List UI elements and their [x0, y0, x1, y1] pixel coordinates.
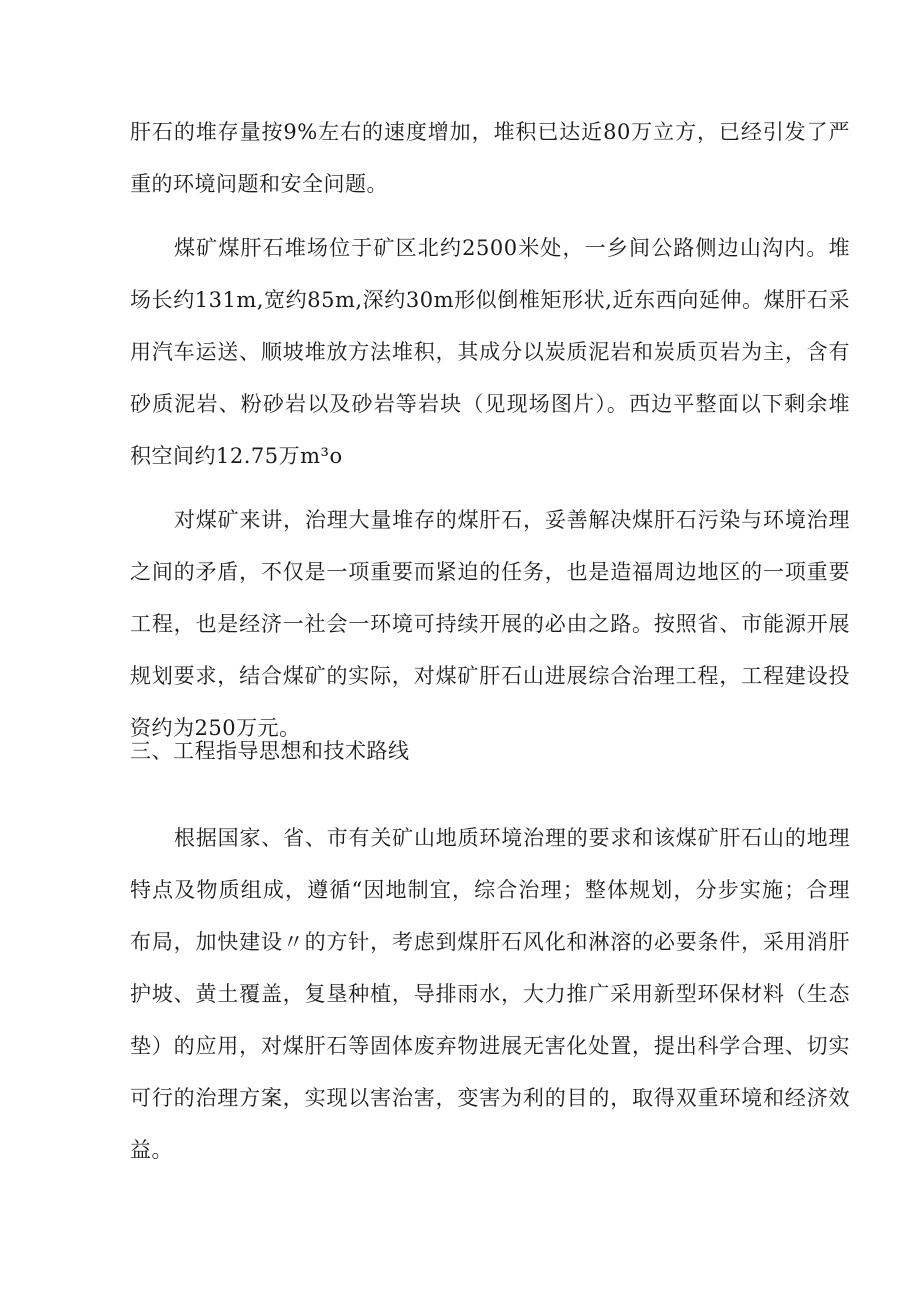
- paragraph-storage-site: 煤矿煤肝石堆场位于矿区北约2500米处，一乡间公路侧边山沟内。堆场长约131m,宽约85m,深约30m形似倒椎矩形状,近东西向延伸。煤肝石采用汽车运送、顺坡堆放方法堆积，其成分以炭质泥岩和炭质页岩为主，含有砂质泥岩、粉砂岩以及砂岩等岩块（见现场图片）。西边平整面以下剩余堆积空间约12.75万m³o: [130, 236, 850, 468]
- paragraph-guiding-principles: 根据国家、省、市有关矿山地质环境治理的要求和该煤矿肝石山的地理特点及物质组成，遵循“因地制宜，综合治理；整体规划，分步实施；合理布局，加快建设〃的方针，考虑到煤肝石风化和淋溶的必要条件，采用消肝护坡、黄土覆盖，复垦种植，导排雨水，大力推广采用新型环保材料（生态垫）的应用，对煤肝石等固体废弃物进展无害化处置，提出科学合理、切实可行的治理方案，实现以害治害，变害为利的目的，取得双重环境和经济效益。: [130, 826, 850, 1162]
- paragraph-gangue-growth: 肝石的堆存量按9%左右的速度增加，堆积已达近80万立方，已经引发了严重的环境问题和安全问题。: [130, 120, 850, 196]
- paragraph-governance-importance: 对煤矿来讲，治理大量堆存的煤肝石，妥善解决煤肝石污染与环境治理之间的矛盾，不仅是一项重要而紧迫的任务，也是造福周边地区的一项重要工程，也是经济一社会一环境可持续开展的必由之路。按照省、市能源开展规划要求，结合煤矿的实际，对煤矿肝石山进展综合治理工程，工程建设投资约为250万元。: [130, 508, 850, 740]
- section-heading: 三、工程指导思想和技术路线: [130, 739, 410, 763]
